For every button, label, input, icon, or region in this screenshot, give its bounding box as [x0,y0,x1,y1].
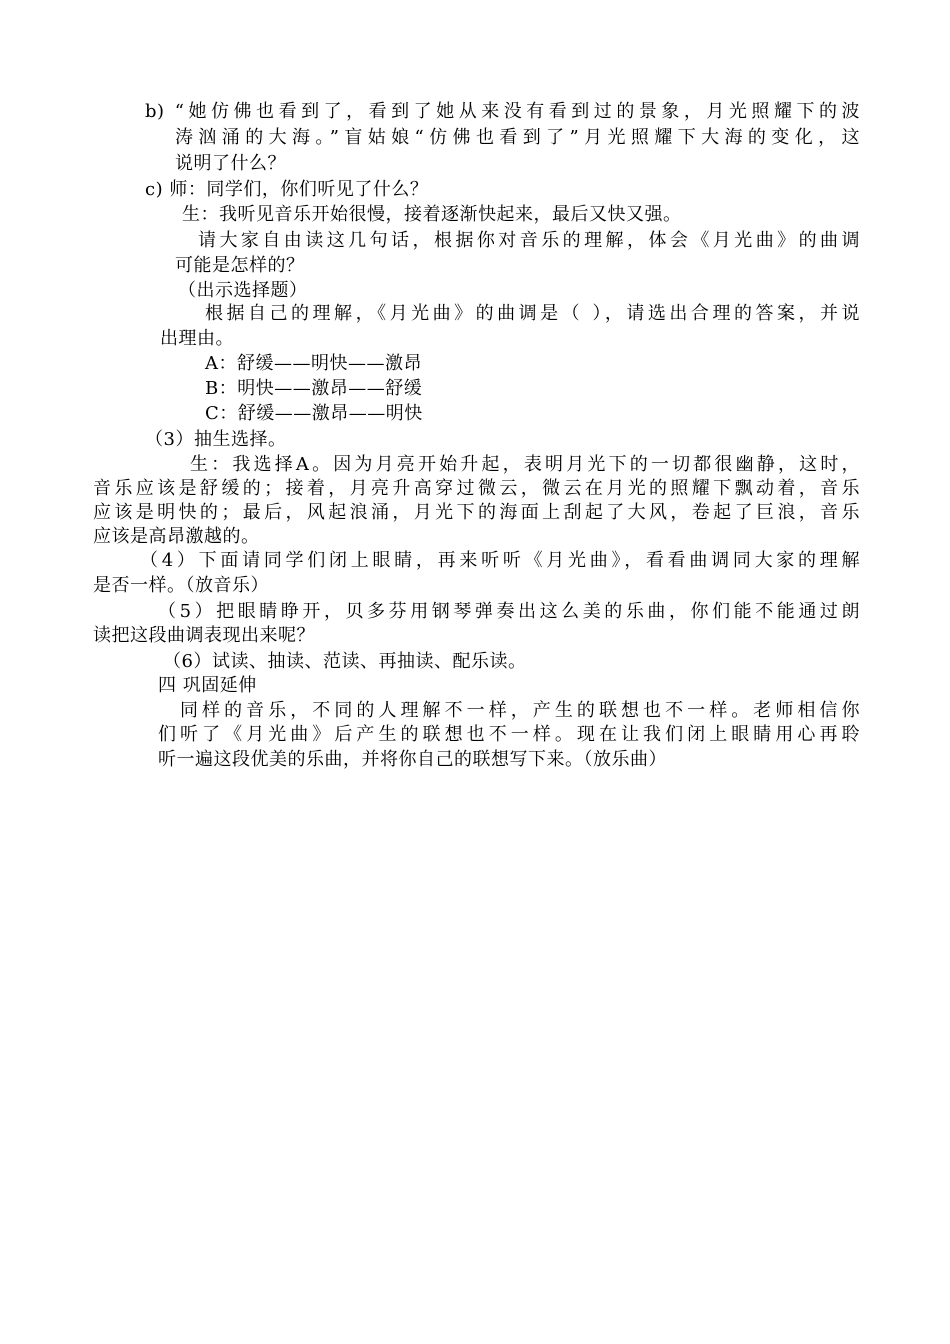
text-line: 生：我选择A。因为月亮开始升起，表明月光下的一切都很幽静，这时， [190,454,860,475]
text-line: 可能是怎样的？ [175,255,305,276]
text-line: 音乐应该是舒缓的；接着，月亮升高穿过微云，微云在月光的照耀下飘动着，音乐 [93,478,860,499]
text-line: 根据自己的理解，《月光曲》的曲调是（ ），请选出合理的答案，并说 [205,303,860,324]
text-line: 涛汹涌的大海。”盲姑娘“仿佛也看到了”月光照耀下大海的变化，这 [175,127,860,148]
text-line: （6）试读、抽读、范读、再抽读、配乐读。 [163,651,527,672]
section-heading: 四 巩固延伸 [158,675,257,696]
text-line: 生：我听见音乐开始很慢，接着逐渐快起来，最后又快又强。 [182,204,682,225]
text-line: c) 师：同学们，你们听见了什么？ [145,179,429,200]
text-line: （3）抽生选择。 [145,429,287,450]
text-line: B：明快——激昂——舒缓 [205,378,423,399]
text-line: b) “她仿佛也看到了，看到了她从来没有看到过的景象，月光照耀下的波 [145,101,860,122]
text-line: （5）把眼睛睁开，贝多芬用钢琴弹奏出这么美的乐曲，你们能不能通过朗 [158,601,860,622]
text-line: （4）下面请同学们闭上眼睛，再来听听《月光曲》，看看曲调同大家的理解 [140,550,860,571]
text-line: 同样的音乐，不同的人理解不一样，产生的联想也不一样。老师相信你 [180,700,860,721]
text-line: 请大家自由读这几句话，根据你对音乐的理解，体会《月光曲》的曲调 [198,230,860,251]
text-line: 是否一样。（放音乐） [93,575,269,596]
text-line: 们听了《月光曲》后产生的联想也不一样。现在让我们闭上眼睛用心再聆 [158,724,860,745]
text-line: A：舒缓——明快——激昂 [205,353,422,374]
text-line: 读把这段曲调表现出来呢？ [93,625,315,646]
text-line: 听一遍这段优美的乐曲，并将你自己的联想写下来。（放乐曲） [158,749,667,770]
text-line: 出理由。 [160,328,234,349]
text-line: 应该是高昂激越的。 [93,526,260,547]
text-line: C：舒缓——激昂——明快 [205,403,423,424]
text-line: 应该是明快的；最后，风起浪涌，月光下的海面上刮起了大风，卷起了巨浪，音乐 [93,502,860,523]
text-line: （出示选择题） [178,280,308,301]
text-line: 说明了什么？ [175,153,286,174]
